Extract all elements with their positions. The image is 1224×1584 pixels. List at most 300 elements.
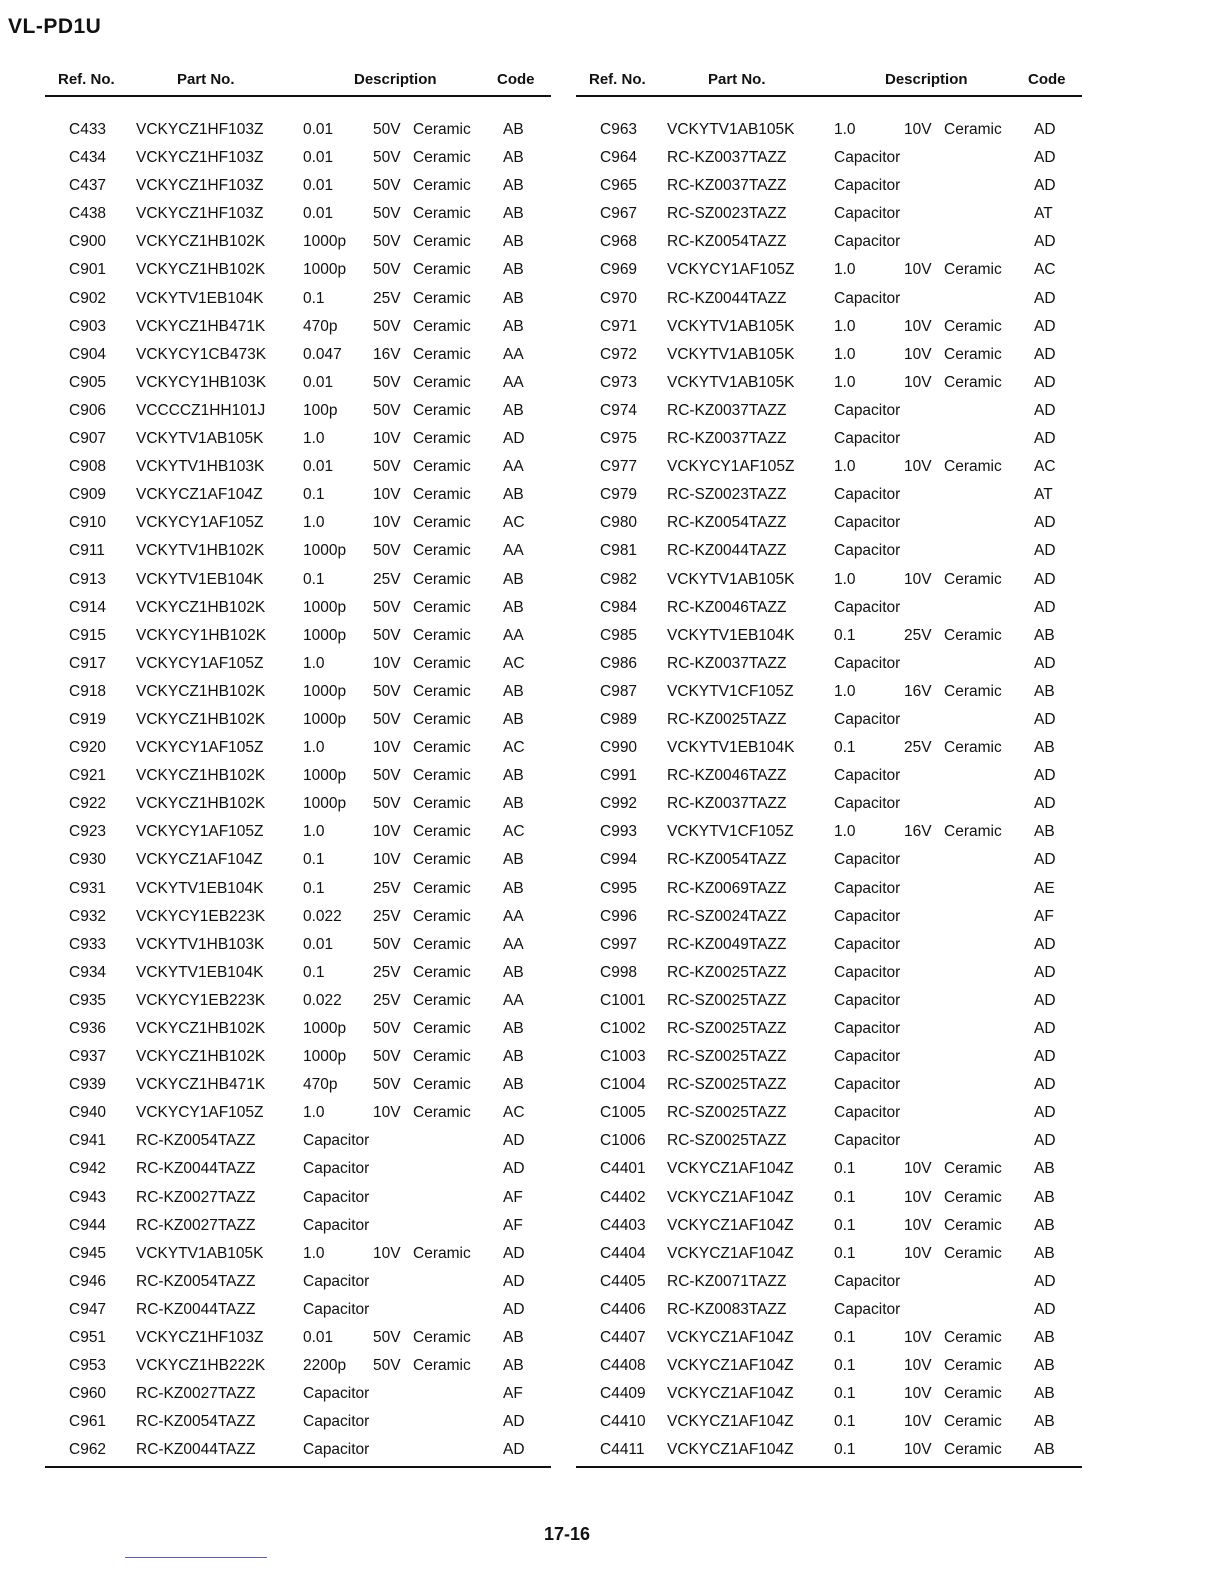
header-part-no: Part No.	[708, 71, 766, 88]
part-no: VCCCCZ1HH101J	[136, 401, 266, 419]
value: 1.0	[834, 823, 856, 841]
type: Ceramic	[413, 1244, 471, 1262]
ref-no: C922	[69, 795, 107, 813]
part-no: VCKYCY1HB103K	[136, 373, 267, 391]
table-row	[576, 538, 1082, 566]
code: AA	[503, 935, 524, 953]
value: 0.01	[303, 458, 334, 476]
voltage: 10V	[373, 851, 401, 869]
description: Capacitor	[834, 935, 901, 953]
ref-no: C434	[69, 149, 107, 167]
value: 1000p	[303, 710, 347, 728]
value: 1000p	[303, 626, 347, 644]
description: Capacitor	[834, 1020, 901, 1037]
table-row	[45, 707, 551, 735]
ref-no: C937	[69, 1048, 107, 1066]
part-no: VCKYTV1AB105K	[136, 1244, 264, 1262]
table-row	[45, 482, 551, 510]
part-no: VCKYCY1CB473K	[136, 345, 267, 363]
code: AB	[503, 289, 524, 307]
value: 1.0	[303, 1104, 325, 1122]
voltage: 10V	[904, 373, 932, 391]
ref-no: C970	[600, 289, 638, 307]
part-no: VCKYTV1EB104K	[667, 739, 795, 757]
table-row	[576, 876, 1082, 904]
ref-no: C934	[69, 963, 107, 981]
header-part-no: Part No.	[177, 71, 235, 88]
part-no: VCKYCZ1AF104Z	[667, 1385, 794, 1403]
part-no: VCKYCZ1HB102K	[136, 1048, 266, 1066]
code: AB	[503, 963, 524, 981]
type: Ceramic	[413, 345, 471, 363]
type: Ceramic	[413, 682, 471, 700]
type: Ceramic	[944, 1216, 1002, 1234]
voltage: 10V	[904, 458, 932, 476]
description: Capacitor	[834, 1104, 901, 1122]
table-row	[45, 1241, 551, 1269]
value: 0.047	[303, 345, 342, 363]
code: AB	[503, 851, 524, 869]
ref-no: C944	[69, 1216, 107, 1234]
code: AA	[503, 542, 524, 560]
voltage: 10V	[373, 1244, 401, 1262]
ref-no: C1003	[600, 1048, 646, 1066]
ref-no: C4406	[600, 1300, 646, 1318]
part-no: VCKYCY1AF105Z	[136, 514, 264, 532]
table-row	[45, 1128, 551, 1156]
value: 0.1	[834, 1441, 856, 1459]
ref-no: C4410	[600, 1413, 646, 1431]
part-no: VCKYCZ1HB471K	[136, 1076, 266, 1094]
table-row	[576, 1437, 1082, 1465]
ref-no: C4404	[600, 1244, 646, 1262]
table-header	[576, 68, 1082, 97]
code: AE	[1034, 879, 1055, 897]
type: Ceramic	[413, 795, 471, 813]
description: Capacitor	[834, 430, 901, 448]
value: 1.0	[303, 739, 325, 757]
code: AB	[503, 795, 524, 813]
ref-no: C969	[600, 261, 638, 279]
part-no: VCKYCZ1HF103Z	[136, 149, 264, 167]
voltage: 50V	[373, 261, 401, 279]
part-no: VCKYCZ1HB102K	[136, 682, 266, 700]
header-description: Description	[885, 71, 968, 88]
voltage: 10V	[904, 1413, 932, 1431]
ref-no: C989	[600, 710, 638, 728]
ref-no: C951	[69, 1329, 107, 1347]
description: Capacitor	[834, 795, 901, 813]
code: AB	[1034, 626, 1055, 644]
voltage: 10V	[904, 261, 932, 279]
description: Capacitor	[834, 514, 901, 532]
code: AD	[1034, 654, 1056, 672]
code: AD	[1034, 1300, 1056, 1318]
voltage: 25V	[373, 879, 401, 897]
code: AB	[503, 233, 524, 251]
voltage: 50V	[373, 317, 401, 335]
value: 1000p	[303, 542, 347, 560]
code: AD	[1034, 373, 1056, 391]
table-row	[45, 145, 551, 173]
voltage: 10V	[904, 1216, 932, 1234]
voltage: 50V	[373, 626, 401, 644]
code: AB	[1034, 1244, 1055, 1262]
type: Ceramic	[944, 823, 1002, 841]
voltage: 25V	[373, 570, 401, 588]
voltage: 50V	[373, 149, 401, 167]
ref-no: C981	[600, 542, 638, 560]
part-no: RC-KZ0046TAZZ	[667, 598, 787, 616]
code: AB	[1034, 1216, 1055, 1234]
table-row	[45, 1185, 551, 1213]
part-no: VCKYCZ1HF103Z	[136, 205, 264, 223]
value: 0.01	[303, 121, 334, 138]
code: AT	[1034, 205, 1053, 223]
part-no: RC-KZ0037TAZZ	[667, 177, 787, 195]
table-row	[45, 1016, 551, 1044]
ref-no: C4401	[600, 1160, 646, 1178]
part-no: RC-KZ0037TAZZ	[667, 430, 787, 448]
code: AA	[503, 345, 524, 363]
ref-no: C973	[600, 373, 638, 391]
ref-no: C942	[69, 1160, 107, 1178]
code: AD	[1034, 1048, 1056, 1066]
ref-no: C980	[600, 514, 638, 532]
ref-no: C908	[69, 458, 107, 476]
description: Capacitor	[303, 1272, 370, 1290]
table-row	[576, 567, 1082, 595]
part-no: VCKYCZ1AF104Z	[667, 1188, 794, 1206]
code: AB	[503, 1357, 524, 1375]
code: AD	[503, 430, 525, 448]
part-no: RC-KZ0054TAZZ	[136, 1132, 256, 1150]
voltage: 16V	[904, 823, 932, 841]
description: Capacitor	[834, 1300, 901, 1318]
voltage: 25V	[373, 991, 401, 1009]
code: AB	[1034, 1441, 1055, 1459]
part-no: VCKYCY1EB223K	[136, 991, 266, 1009]
part-no: VCKYCY1AF105Z	[136, 1104, 264, 1122]
part-no: VCKYCY1AF105Z	[136, 654, 264, 672]
type: Ceramic	[413, 401, 471, 419]
table-row	[576, 257, 1082, 285]
part-no: VCKYCY1AF105Z	[667, 261, 795, 279]
table-row	[576, 286, 1082, 314]
ref-no: C914	[69, 598, 107, 616]
code: AB	[503, 121, 524, 138]
type: Ceramic	[413, 261, 471, 279]
voltage: 25V	[373, 289, 401, 307]
ref-no: C979	[600, 486, 638, 504]
value: 1.0	[303, 1244, 325, 1262]
table-row	[45, 819, 551, 847]
code: AC	[503, 514, 525, 532]
part-no: VCKYTV1EB104K	[136, 289, 264, 307]
description: Capacitor	[303, 1413, 370, 1431]
part-no: VCKYCZ1AF104Z	[136, 486, 263, 504]
value: 1.0	[834, 373, 856, 391]
part-no: VCKYCZ1AF104Z	[667, 1160, 794, 1178]
code: AD	[1034, 795, 1056, 813]
ref-no: C433	[69, 121, 107, 138]
table-row	[576, 342, 1082, 370]
code: AD	[503, 1160, 525, 1178]
value: 0.01	[303, 177, 334, 195]
ref-no: C971	[600, 317, 638, 335]
table-header	[45, 68, 551, 97]
ref-no: C4402	[600, 1188, 646, 1206]
voltage: 50V	[373, 373, 401, 391]
table-row	[576, 988, 1082, 1016]
voltage: 10V	[904, 1244, 932, 1262]
part-no: VCKYCZ1HB102K	[136, 710, 266, 728]
part-no: RC-KZ0044TAZZ	[667, 542, 787, 560]
value: 0.1	[834, 1357, 856, 1375]
description: Capacitor	[834, 289, 901, 307]
table-row	[45, 398, 551, 426]
header-ref-no: Ref. No.	[58, 71, 115, 88]
table-row	[576, 932, 1082, 960]
code: AD	[1034, 1132, 1056, 1150]
voltage: 50V	[373, 1020, 401, 1037]
table-row	[45, 1213, 551, 1241]
voltage: 50V	[373, 598, 401, 616]
value: 1.0	[834, 345, 856, 363]
part-no: RC-KZ0044TAZZ	[136, 1441, 256, 1459]
code: AB	[503, 1076, 524, 1094]
ref-no: C960	[69, 1385, 107, 1403]
ref-no: C906	[69, 401, 107, 419]
ref-no: C936	[69, 1020, 107, 1037]
description: Capacitor	[834, 486, 901, 504]
part-no: RC-KZ0049TAZZ	[667, 935, 787, 953]
description: Capacitor	[834, 991, 901, 1009]
part-no: VCKYTV1CF105Z	[667, 682, 794, 700]
part-no: VCKYCY1AF105Z	[136, 739, 264, 757]
part-no: VCKYTV1AB105K	[667, 317, 795, 335]
value: 1.0	[303, 514, 325, 532]
value: 1000p	[303, 261, 347, 279]
voltage: 50V	[373, 767, 401, 785]
value: 470p	[303, 1076, 338, 1094]
document-title: VL-PD1U	[8, 15, 102, 38]
table-row	[576, 679, 1082, 707]
table-row	[45, 679, 551, 707]
part-no: VCKYTV1EB104K	[136, 963, 264, 981]
voltage: 50V	[373, 1329, 401, 1347]
ref-no: C997	[600, 935, 638, 953]
table-row	[45, 1100, 551, 1128]
voltage: 10V	[373, 1104, 401, 1122]
code: AD	[1034, 963, 1056, 981]
ref-no: C905	[69, 373, 107, 391]
description: Capacitor	[303, 1441, 370, 1459]
type: Ceramic	[413, 205, 471, 223]
part-no: RC-SZ0025TAZZ	[667, 1132, 787, 1150]
code: AC	[503, 823, 525, 841]
table-row	[576, 1016, 1082, 1044]
table-row	[45, 1297, 551, 1325]
part-no: RC-KZ0054TAZZ	[667, 851, 787, 869]
code: AF	[503, 1188, 523, 1206]
type: Ceramic	[413, 486, 471, 504]
ref-no: C943	[69, 1188, 107, 1206]
value: 0.1	[303, 963, 325, 981]
type: Ceramic	[944, 1441, 1002, 1459]
type: Ceramic	[413, 598, 471, 616]
voltage: 10V	[373, 739, 401, 757]
code: AB	[503, 682, 524, 700]
type: Ceramic	[944, 682, 1002, 700]
ref-no: C438	[69, 205, 107, 223]
value: 0.1	[303, 851, 325, 869]
code: AB	[1034, 1413, 1055, 1431]
type: Ceramic	[944, 345, 1002, 363]
part-no: RC-KZ0083TAZZ	[667, 1300, 787, 1318]
part-no: VCKYCZ1AF104Z	[667, 1244, 794, 1262]
ref-no: C963	[600, 121, 638, 138]
value: 1.0	[303, 654, 325, 672]
value: 0.1	[834, 1216, 856, 1234]
code: AB	[503, 261, 524, 279]
voltage: 10V	[904, 570, 932, 588]
type: Ceramic	[413, 626, 471, 644]
type: Ceramic	[413, 1104, 471, 1122]
part-no: VCKYTV1AB105K	[667, 570, 795, 588]
value: 0.1	[834, 1329, 856, 1347]
type: Ceramic	[413, 177, 471, 195]
voltage: 10V	[904, 1441, 932, 1459]
ref-no: C939	[69, 1076, 107, 1094]
type: Ceramic	[413, 149, 471, 167]
ref-no: C904	[69, 345, 107, 363]
table-row	[576, 1128, 1082, 1156]
code: AB	[1034, 739, 1055, 757]
type: Ceramic	[413, 514, 471, 532]
type: Ceramic	[944, 1188, 1002, 1206]
code: AD	[503, 1132, 525, 1150]
table-row	[45, 1437, 551, 1465]
type: Ceramic	[413, 907, 471, 925]
table-row	[45, 117, 551, 145]
code: AD	[1034, 935, 1056, 953]
ref-no: C4411	[600, 1441, 645, 1459]
header-description: Description	[354, 71, 437, 88]
code: AA	[503, 458, 524, 476]
part-no: RC-SZ0025TAZZ	[667, 1048, 787, 1066]
voltage: 10V	[904, 121, 932, 138]
ref-no: C933	[69, 935, 107, 953]
type: Ceramic	[944, 121, 1002, 138]
table-row	[576, 847, 1082, 875]
part-no: RC-SZ0025TAZZ	[667, 991, 787, 1009]
description: Capacitor	[834, 177, 901, 195]
part-no: RC-KZ0044TAZZ	[136, 1160, 256, 1178]
ref-no: C993	[600, 823, 638, 841]
code: AD	[1034, 570, 1056, 588]
part-no: RC-KZ0025TAZZ	[667, 963, 787, 981]
part-no: RC-SZ0023TAZZ	[667, 486, 787, 504]
code: AA	[503, 991, 524, 1009]
table-row	[576, 623, 1082, 651]
type: Ceramic	[944, 1160, 1002, 1178]
value: 0.1	[834, 1188, 856, 1206]
table-row	[576, 314, 1082, 342]
ref-no: C941	[69, 1132, 107, 1150]
part-no: VCKYTV1AB105K	[136, 430, 264, 448]
ref-no: C915	[69, 626, 107, 644]
voltage: 10V	[373, 823, 401, 841]
part-no: VCKYCY1HB102K	[136, 626, 267, 644]
voltage: 50V	[373, 935, 401, 953]
description: Capacitor	[834, 879, 901, 897]
code: AF	[1034, 907, 1054, 925]
part-no: RC-KZ0025TAZZ	[667, 710, 787, 728]
ref-no: C945	[69, 1244, 107, 1262]
code: AB	[503, 486, 524, 504]
value: 0.1	[303, 486, 325, 504]
table-row	[45, 342, 551, 370]
part-no: VCKYCY1AF105Z	[136, 823, 264, 841]
part-no: VCKYTV1AB105K	[667, 121, 795, 138]
part-no: VCKYCZ1AF104Z	[667, 1216, 794, 1234]
ref-no: C1005	[600, 1104, 646, 1122]
table-row	[45, 1325, 551, 1353]
part-no: VCKYTV1EB104K	[136, 879, 264, 897]
type: Ceramic	[944, 570, 1002, 588]
table-row	[576, 1044, 1082, 1072]
table-row	[576, 791, 1082, 819]
table-row	[576, 145, 1082, 173]
voltage: 10V	[904, 1188, 932, 1206]
code: AC	[1034, 261, 1056, 279]
ref-no: C903	[69, 317, 107, 335]
ref-no: C982	[600, 570, 638, 588]
voltage: 50V	[373, 458, 401, 476]
table-row	[576, 1381, 1082, 1409]
table-row	[45, 1269, 551, 1297]
table-row	[576, 201, 1082, 229]
table-row	[576, 1325, 1082, 1353]
type: Ceramic	[413, 879, 471, 897]
ref-no: C974	[600, 401, 638, 419]
type: Ceramic	[413, 1076, 471, 1094]
code: AD	[1034, 514, 1056, 532]
value: 2200p	[303, 1357, 347, 1375]
table-row	[576, 1241, 1082, 1269]
code: AD	[503, 1244, 525, 1262]
voltage: 50V	[373, 121, 401, 138]
table-row	[45, 1381, 551, 1409]
part-no: VCKYCZ1AF104Z	[667, 1329, 794, 1347]
description: Capacitor	[303, 1160, 370, 1178]
part-no: RC-KZ0027TAZZ	[136, 1188, 256, 1206]
table-row	[576, 1156, 1082, 1184]
ref-no: C1001	[600, 991, 646, 1009]
part-no: RC-KZ0027TAZZ	[136, 1216, 256, 1234]
voltage: 50V	[373, 233, 401, 251]
table-row	[45, 426, 551, 454]
ref-no: C961	[69, 1413, 107, 1431]
value: 1000p	[303, 233, 347, 251]
voltage: 50V	[373, 542, 401, 560]
code: AF	[503, 1216, 523, 1234]
type: Ceramic	[413, 1329, 471, 1347]
table-row	[576, 1072, 1082, 1100]
ref-no: C907	[69, 430, 107, 448]
part-no: VCKYCZ1HB222K	[136, 1357, 266, 1375]
